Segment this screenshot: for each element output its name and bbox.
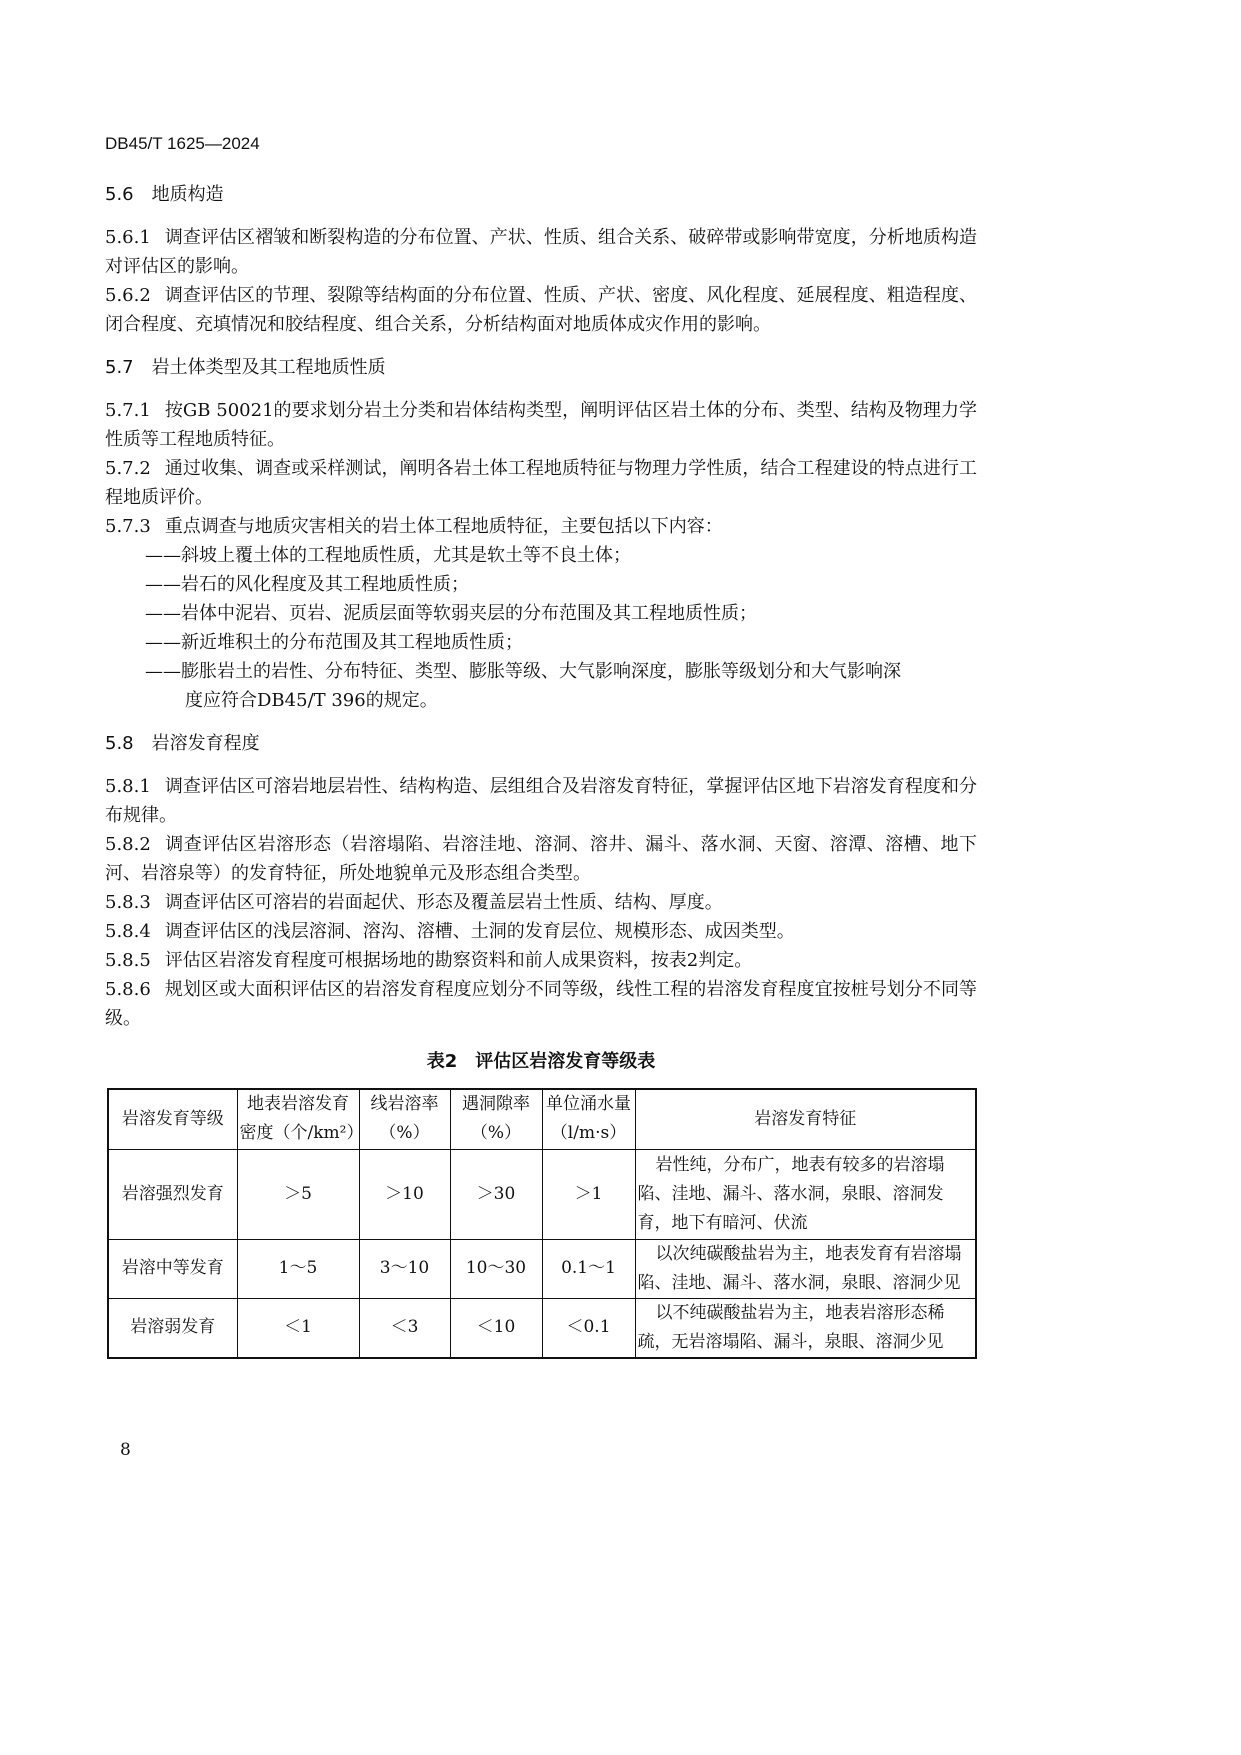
clause-5-6-2	[105, 281, 977, 339]
karst-grade-table	[107, 1088, 977, 1359]
table-cell: ＞5	[237, 1149, 359, 1239]
section-number: 5.6	[105, 184, 134, 205]
clause-number: 5.7.1	[105, 400, 151, 421]
section-title: 地质构造	[151, 184, 224, 205]
clause-text: 调查评估区可溶岩地层岩性、结构构造、层组组合及岩溶发育特征，掌握评估区地下岩溶发育程度和分布规律。	[105, 776, 977, 826]
clause-5-8-3	[105, 888, 977, 917]
clause-text: 重点调查与地质灾害相关的岩土体工程地质特征，主要包括以下内容：	[164, 516, 723, 537]
section-heading-5-8	[105, 729, 977, 758]
table-cell: 岩性纯，分布广，地表有较多的岩溶塌陷、洼地、漏斗、落水洞，泉眼、溶洞发育，地下有暗河、伏流	[635, 1149, 976, 1239]
clause-text: 按GB 50021的要求划分岩土分类和岩体结构类型，阐明评估区岩土体的分布、类型、结构及物理力学性质等工程地质特征。	[105, 400, 977, 450]
document-header: DB45/T 1625—2024	[105, 134, 260, 153]
clause-text: 通过收集、调查或采样测试，阐明各岩土体工程地质特征与物理力学性质，结合工程建设的特点进行工程地质评价。	[105, 458, 977, 508]
table-cell: 1～5	[237, 1239, 359, 1298]
table-row	[108, 1298, 976, 1358]
section-number: 5.7	[105, 357, 134, 378]
table-cell: ＞30	[450, 1149, 542, 1239]
list-item-continuation: 度应符合DB45/T 396的规定。	[185, 690, 438, 711]
clause-5-8-6	[105, 975, 977, 1033]
clause-text: 调查评估区岩溶形态（岩溶塌陷、岩溶洼地、溶洞、溶井、漏斗、落水洞、天窗、溶潭、溶槽、地下河、岩溶泉等）的发育特征，所处地貌单元及形态组合类型。	[105, 834, 977, 884]
clause-number: 5.8.1	[105, 776, 151, 797]
table-header-row	[108, 1089, 976, 1149]
table-header-cell: 地表岩溶发育密度（个/km²）	[237, 1089, 359, 1149]
clause-text: 调查评估区可溶岩的岩面起伏、形态及覆盖层岩土性质、结构、厚度。	[164, 892, 723, 913]
table-cell: ＜10	[450, 1298, 542, 1358]
clause-5-8-4	[105, 917, 977, 946]
table-title: 表2 评估区岩溶发育等级表	[426, 1051, 656, 1072]
table-row	[108, 1149, 976, 1239]
list-item: ——新近堆积土的分布范围及其工程地质性质；	[145, 632, 523, 653]
clause-number: 5.8.6	[105, 979, 151, 1000]
clause-number: 5.7.2	[105, 458, 151, 479]
clause-5-7-3	[105, 512, 977, 541]
section-number: 5.8	[105, 733, 134, 754]
table-header-cell: 遇洞隙率（%）	[450, 1089, 542, 1149]
list-item: ——岩体中泥岩、页岩、泥质层面等软弱夹层的分布范围及其工程地质性质；	[145, 603, 757, 624]
clause-number: 5.8.3	[105, 892, 151, 913]
table-cell: 以不纯碳酸盐岩为主，地表岩溶形态稀疏，无岩溶塌陷、漏斗，泉眼、溶洞少见	[635, 1298, 976, 1358]
clause-number: 5.7.3	[105, 516, 151, 537]
table-cell: ＜1	[237, 1298, 359, 1358]
list-item: ——膨胀岩土的岩性、分布特征、类型、膨胀等级、大气影响深度，膨胀等级划分和大气影响深	[145, 661, 901, 682]
clause-text: 规划区或大面积评估区的岩溶发育程度应划分不同等级，线性工程的岩溶发育程度宜按桩号划分不同等级。	[105, 979, 977, 1029]
clause-5-7-2	[105, 454, 977, 512]
clause-number: 5.8.2	[105, 834, 151, 855]
clause-text: 调查评估区的浅层溶洞、溶沟、溶槽、土洞的发育层位、规模形态、成因类型。	[164, 921, 795, 942]
table-cell: 3～10	[359, 1239, 450, 1298]
table-cell: 0.1～1	[542, 1239, 635, 1298]
clause-number: 5.8.4	[105, 921, 151, 942]
list-item: ——岩石的风化程度及其工程地质性质；	[145, 574, 469, 595]
page-number: 8	[120, 1440, 131, 1460]
table-cell: ＞10	[359, 1149, 450, 1239]
list-item: ——斜坡上覆土体的工程地质性质，尤其是软土等不良土体；	[145, 545, 631, 566]
table-header-cell: 线岩溶率（%）	[359, 1089, 450, 1149]
clause-5-8-5	[105, 946, 977, 975]
clause-number: 5.8.5	[105, 950, 151, 971]
clause-number: 5.6.1	[105, 227, 151, 248]
table-row	[108, 1239, 976, 1298]
clause-5-7-1	[105, 396, 977, 454]
section-heading-5-6	[105, 180, 977, 209]
table-cell: ＜0.1	[542, 1298, 635, 1358]
document-body	[105, 180, 977, 1359]
section-heading-5-7	[105, 353, 977, 382]
table-cell: 岩溶弱发育	[108, 1298, 237, 1358]
table-cell: 10～30	[450, 1239, 542, 1298]
table-cell: 岩溶中等发育	[108, 1239, 237, 1298]
section-title: 岩溶发育程度	[151, 733, 260, 754]
clause-text: 调查评估区褶皱和断裂构造的分布位置、产状、性质、组合关系、破碎带或影响带宽度，分析地质构造对评估区的影响。	[105, 227, 977, 277]
clause-5-6-1	[105, 223, 977, 281]
table-cell: ＞1	[542, 1149, 635, 1239]
clause-5-8-2	[105, 830, 977, 888]
table-header-cell: 岩溶发育等级	[108, 1089, 237, 1149]
clause-text: 调查评估区的节理、裂隙等结构面的分布位置、性质、产状、密度、风化程度、延展程度、粗造程度、闭合程度、充填情况和胶结程度、组合关系，分析结构面对地质体成灾作用的影响。	[105, 285, 977, 335]
table-cell: 以次纯碳酸盐岩为主，地表发育有岩溶塌陷、洼地、漏斗、落水洞，泉眼、溶洞少见	[635, 1239, 976, 1298]
table-cell: ＜3	[359, 1298, 450, 1358]
section-title: 岩土体类型及其工程地质性质	[151, 357, 386, 378]
clause-text: 评估区岩溶发育程度可根据场地的勘察资料和前人成果资料，按表2判定。	[164, 950, 753, 971]
table-header-cell: 岩溶发育特征	[635, 1089, 976, 1149]
clause-5-8-1	[105, 772, 977, 830]
table-header-cell: 单位涌水量（l/m·s）	[542, 1089, 635, 1149]
table-cell: 岩溶强烈发育	[108, 1149, 237, 1239]
clause-number: 5.6.2	[105, 285, 151, 306]
